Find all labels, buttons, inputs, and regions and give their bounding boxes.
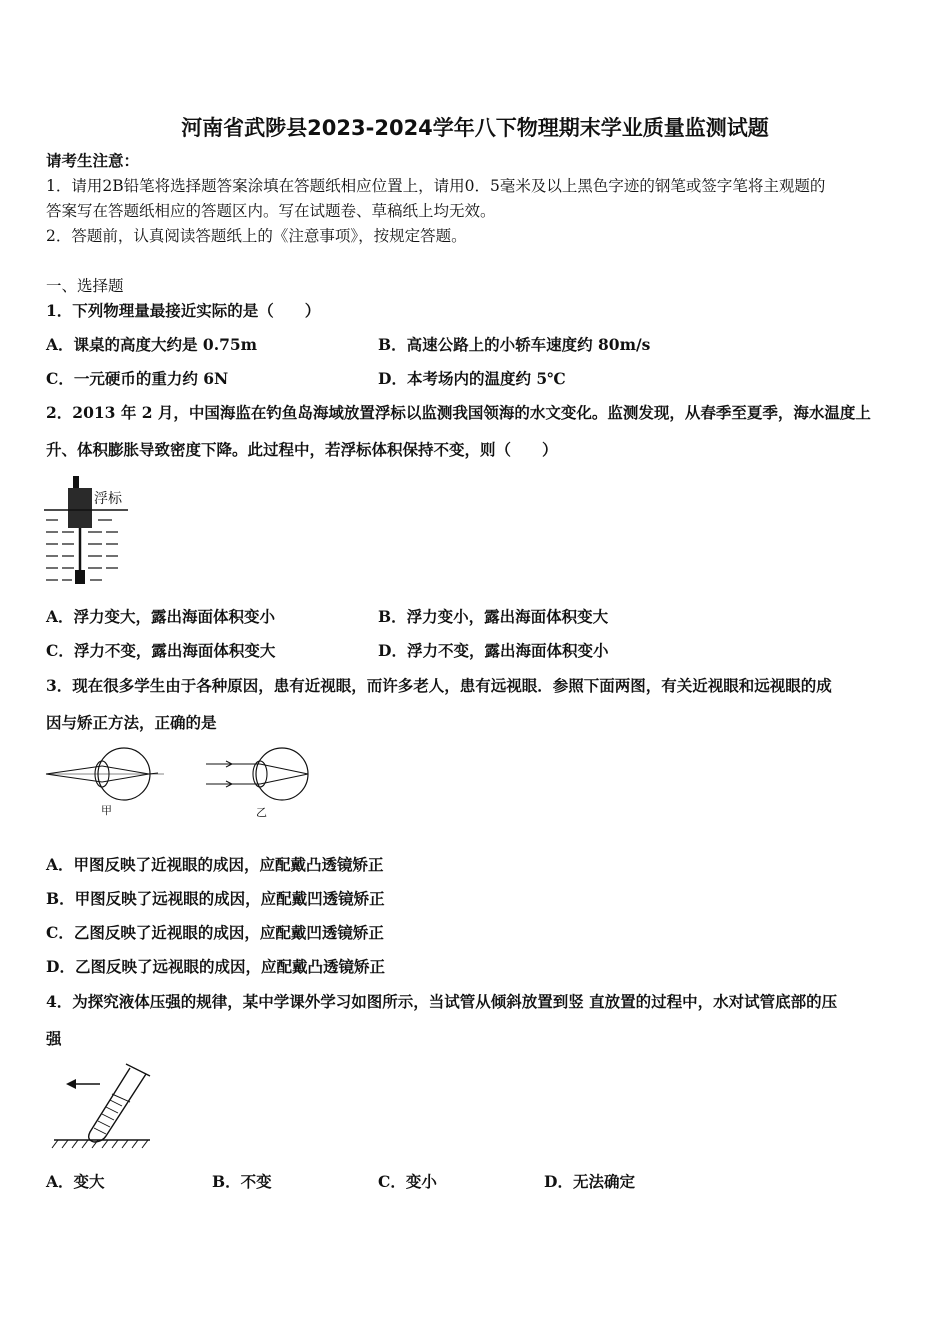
q1-option-d: D．本考场内的温度约 5℃ (378, 369, 566, 388)
q3-stem-line-2: 因与矫正方法，正确的是 (46, 713, 217, 732)
q1-option-b: B．高速公路上的小轿车速度约 80m/s (378, 335, 651, 354)
q3-option-b: B．甲图反映了远视眼的成因，应配戴凹透镜矫正 (46, 889, 385, 908)
q2-option-d: D．浮力不变，露出海面体积变小 (378, 641, 609, 660)
eye-diagram-b (204, 746, 334, 826)
q4-option-d: D．无法确定 (544, 1172, 635, 1191)
q3-option-c: C．乙图反映了近视眼的成因，应配戴凹透镜矫正 (46, 923, 384, 942)
q3-option-d: D．乙图反映了远视眼的成因，应配戴凸透镜矫正 (46, 957, 385, 976)
buoy-label: 浮标 (94, 491, 122, 507)
q4-stem-line-1: 4．为探究液体压强的规律，某中学课外学习如图所示，当试管从倾斜放置到竖 直放置的过程中，水对试管底部的压 (46, 992, 838, 1011)
notice-line-1a: 1．请用2B铅笔将选择题答案涂填在答题纸相应位置上，请用0．5毫米及以上黑色字迹的钢笔或签字笔将主观题的 (46, 177, 826, 195)
page-title: 河南省武陟县2023-2024学年八下物理期末学业质量监测试题 (181, 116, 769, 140)
q2-stem-line-1: 2．2013 年 2 月，中国海监在钓鱼岛海域放置浮标以监测我国领海的水文变化。监测发现，从春季至夏季，海水温度上 (46, 403, 871, 422)
q2-stem-line-2: 升、体积膨胀导致密度下降。此过程中，若浮标体积保持不变，则（ ） (46, 440, 558, 459)
q3-option-a: A．甲图反映了近视眼的成因，应配戴凸透镜矫正 (46, 855, 384, 874)
q4-option-c: C．变小 (378, 1172, 437, 1191)
q1-option-c: C．一元硬币的重力约 6N (46, 369, 229, 388)
eye-diagram-a (44, 746, 174, 826)
notice-heading: 请考生注意： (46, 151, 140, 170)
q4-stem-line-2: 强 (46, 1029, 62, 1048)
q1-option-a: A．课桌的高度大约是 0.75m (46, 335, 258, 354)
notice-line-1b: 答案写在答题纸相应的答题区内。写在试题卷、草稿纸上均无效。 (46, 202, 496, 220)
notice-line-2: 2．答题前，认真阅读答题纸上的《注意事项》，按规定答题。 (46, 227, 467, 245)
eye-diagram-a-label: 甲 (101, 804, 112, 817)
test-tube-figure (50, 1062, 160, 1157)
q4-option-a: A．变大 (46, 1172, 105, 1191)
q3-stem-line-1: 3．现在很多学生由于各种原因，患有近视眼，而许多老人，患有远视眼．参照下面两图，有关近视眼和远视眼的成 (46, 676, 832, 695)
q2-option-a: A．浮力变大，露出海面体积变小 (46, 607, 276, 626)
q4-option-b: B．不变 (212, 1172, 272, 1191)
eye-diagram-b-label: 乙 (256, 806, 267, 819)
section-heading: 一、选择题 (46, 277, 124, 295)
q1-stem: 1．下列物理量最接近实际的是（ ） (46, 301, 321, 320)
buoy-figure (40, 470, 140, 595)
q2-option-b: B．浮力变小，露出海面体积变大 (378, 607, 609, 626)
q2-option-c: C．浮力不变，露出海面体积变大 (46, 641, 276, 660)
